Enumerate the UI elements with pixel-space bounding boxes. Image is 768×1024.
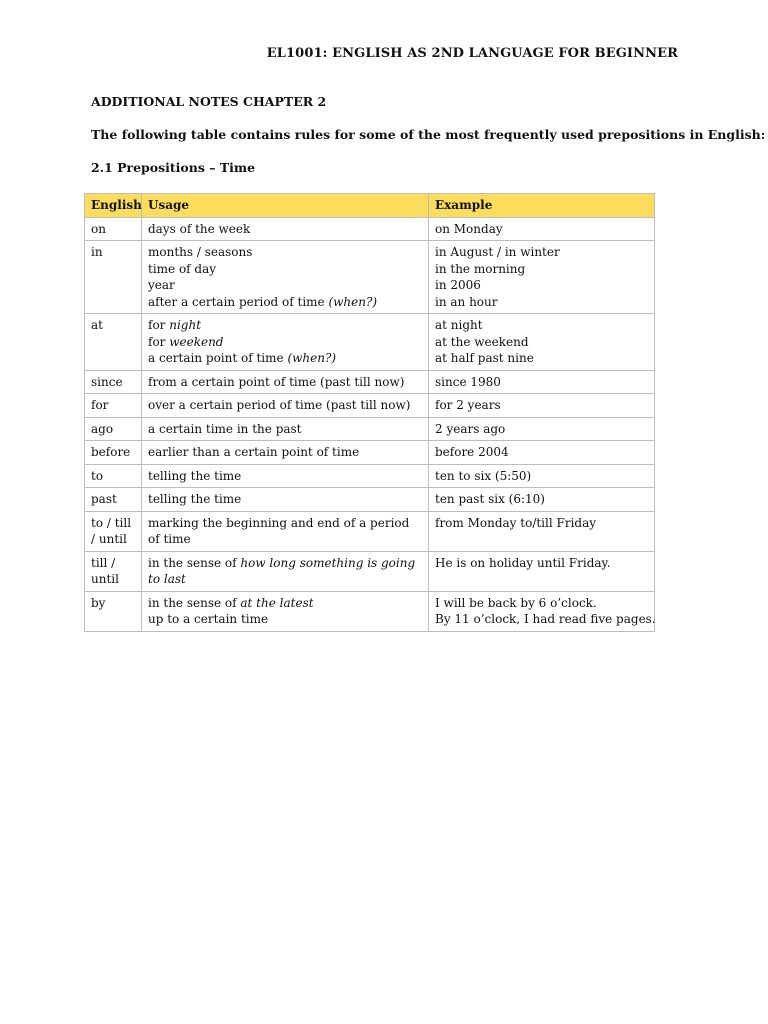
cell-example xyxy=(429,441,655,465)
usage-line xyxy=(148,294,422,311)
cell-usage xyxy=(142,464,429,488)
cell-usage xyxy=(142,417,429,441)
usage-line xyxy=(148,444,422,461)
cell-usage xyxy=(142,441,429,465)
column-header-example: Example xyxy=(429,194,655,218)
usage-text: time of day xyxy=(148,261,217,276)
usage-text: days of the week xyxy=(148,221,251,236)
example-line: He is on holiday until Friday. xyxy=(435,555,611,570)
cell-english: for xyxy=(85,394,142,418)
usage-text: up to a certain time xyxy=(148,612,269,626)
usage-italic-text: weekend xyxy=(169,334,224,349)
intro-paragraph: The following table contains rules for some of the most frequently used prepositions in English: xyxy=(91,127,766,142)
section-title: 2.1 Prepositions – Time xyxy=(91,160,256,175)
usage-line xyxy=(148,421,422,438)
example-line: on Monday xyxy=(435,221,503,236)
cell-english: in xyxy=(85,241,142,314)
example-line: By 11 o’clock, I had read five pages. xyxy=(435,612,656,626)
usage-text: after a certain period of time xyxy=(148,294,329,309)
cell-example xyxy=(429,488,655,512)
cell-example xyxy=(429,417,655,441)
cell-usage xyxy=(142,314,429,371)
table-row xyxy=(85,370,655,394)
example-line: in August / in winter xyxy=(435,245,560,259)
example-line: at the weekend xyxy=(435,334,529,349)
cell-example xyxy=(429,241,655,314)
cell-example xyxy=(429,551,655,591)
example-line: from Monday to/till Friday xyxy=(435,515,597,530)
cell-english: ago xyxy=(85,417,142,441)
example-line: ten to six (5:50) xyxy=(435,468,532,483)
usage-line xyxy=(148,350,422,367)
cell-english: till / until xyxy=(85,551,142,591)
usage-line xyxy=(148,611,422,628)
table-row xyxy=(85,394,655,418)
course-header: EL1001: ENGLISH AS 2ND LANGUAGE FOR BEGINNER xyxy=(266,46,678,61)
usage-italic-text: at the latest xyxy=(240,595,314,610)
usage-text: for xyxy=(148,334,170,349)
usage-text: a certain time in the past xyxy=(148,421,302,436)
cell-english: before xyxy=(85,441,142,465)
table-row xyxy=(85,241,655,314)
cell-english: past xyxy=(85,488,142,512)
table-row xyxy=(85,464,655,488)
cell-english: by xyxy=(85,591,142,631)
usage-text: earlier than a certain point of time xyxy=(148,445,360,459)
usage-text: over a certain period of time (past till now) xyxy=(148,398,411,412)
cell-usage xyxy=(142,217,429,241)
usage-line xyxy=(148,334,422,351)
example-line: for 2 years xyxy=(435,398,501,412)
usage-text: from a certain point of time (past till now) xyxy=(148,374,405,389)
usage-text: year xyxy=(148,278,175,292)
example-line: ten past six (6:10) xyxy=(435,492,545,506)
usage-line xyxy=(148,595,422,612)
example-line: 2 years ago xyxy=(435,421,506,436)
usage-line xyxy=(148,397,422,414)
cell-usage xyxy=(142,591,429,631)
usage-text: for xyxy=(148,318,170,332)
table-row xyxy=(85,551,655,591)
example-line: in 2006 xyxy=(435,278,481,292)
usage-text: marking the beginning and end of a period of time xyxy=(148,515,410,546)
usage-text: in the sense of xyxy=(148,555,241,570)
table-row xyxy=(85,217,655,241)
prepositions-table xyxy=(84,193,655,632)
cell-example xyxy=(429,591,655,631)
example-line: before 2004 xyxy=(435,445,509,459)
page-title: ADDITIONAL NOTES CHAPTER 2 xyxy=(91,94,327,109)
table-row xyxy=(85,441,655,465)
usage-italic-text: night xyxy=(169,318,202,332)
table-row xyxy=(85,417,655,441)
usage-italic-text: (when?) xyxy=(287,351,337,365)
usage-line xyxy=(148,491,422,508)
table-row xyxy=(85,591,655,631)
cell-english: on xyxy=(85,217,142,241)
usage-line xyxy=(148,468,422,485)
column-header-usage: Usage xyxy=(142,194,429,218)
cell-example xyxy=(429,464,655,488)
table-header-row xyxy=(85,194,655,218)
usage-line xyxy=(148,555,422,588)
cell-usage xyxy=(142,394,429,418)
cell-usage xyxy=(142,241,429,314)
usage-text: a certain point of time xyxy=(148,351,288,365)
table-row xyxy=(85,511,655,551)
usage-line xyxy=(148,374,422,391)
usage-italic-text: how long something is going to last xyxy=(148,555,416,586)
example-line: at night xyxy=(435,318,483,332)
usage-line xyxy=(148,244,422,261)
cell-english: since xyxy=(85,370,142,394)
usage-text: telling the time xyxy=(148,468,242,483)
example-line: since 1980 xyxy=(435,374,501,389)
cell-usage xyxy=(142,551,429,591)
usage-line xyxy=(148,277,422,294)
usage-text: in the sense of xyxy=(148,595,241,610)
cell-usage xyxy=(142,370,429,394)
table-body xyxy=(85,217,655,631)
usage-text: months / seasons xyxy=(148,245,253,259)
cell-example xyxy=(429,314,655,371)
example-line: in an hour xyxy=(435,294,498,309)
cell-usage xyxy=(142,511,429,551)
example-line: in the morning xyxy=(435,261,526,276)
example-line: at half past nine xyxy=(435,351,534,365)
usage-line xyxy=(148,317,422,334)
usage-line xyxy=(148,261,422,278)
cell-example xyxy=(429,370,655,394)
cell-example xyxy=(429,394,655,418)
cell-english: to / till / until xyxy=(85,511,142,551)
usage-text: telling the time xyxy=(148,492,242,506)
cell-example xyxy=(429,217,655,241)
cell-example xyxy=(429,511,655,551)
cell-english: at xyxy=(85,314,142,371)
table-row xyxy=(85,488,655,512)
example-line: I will be back by 6 o’clock. xyxy=(435,595,597,610)
table-row xyxy=(85,314,655,371)
cell-english: to xyxy=(85,464,142,488)
usage-line xyxy=(148,515,422,548)
usage-italic-text: (when?) xyxy=(328,294,378,309)
usage-line xyxy=(148,221,422,238)
column-header-english: English xyxy=(85,194,142,218)
cell-usage xyxy=(142,488,429,512)
